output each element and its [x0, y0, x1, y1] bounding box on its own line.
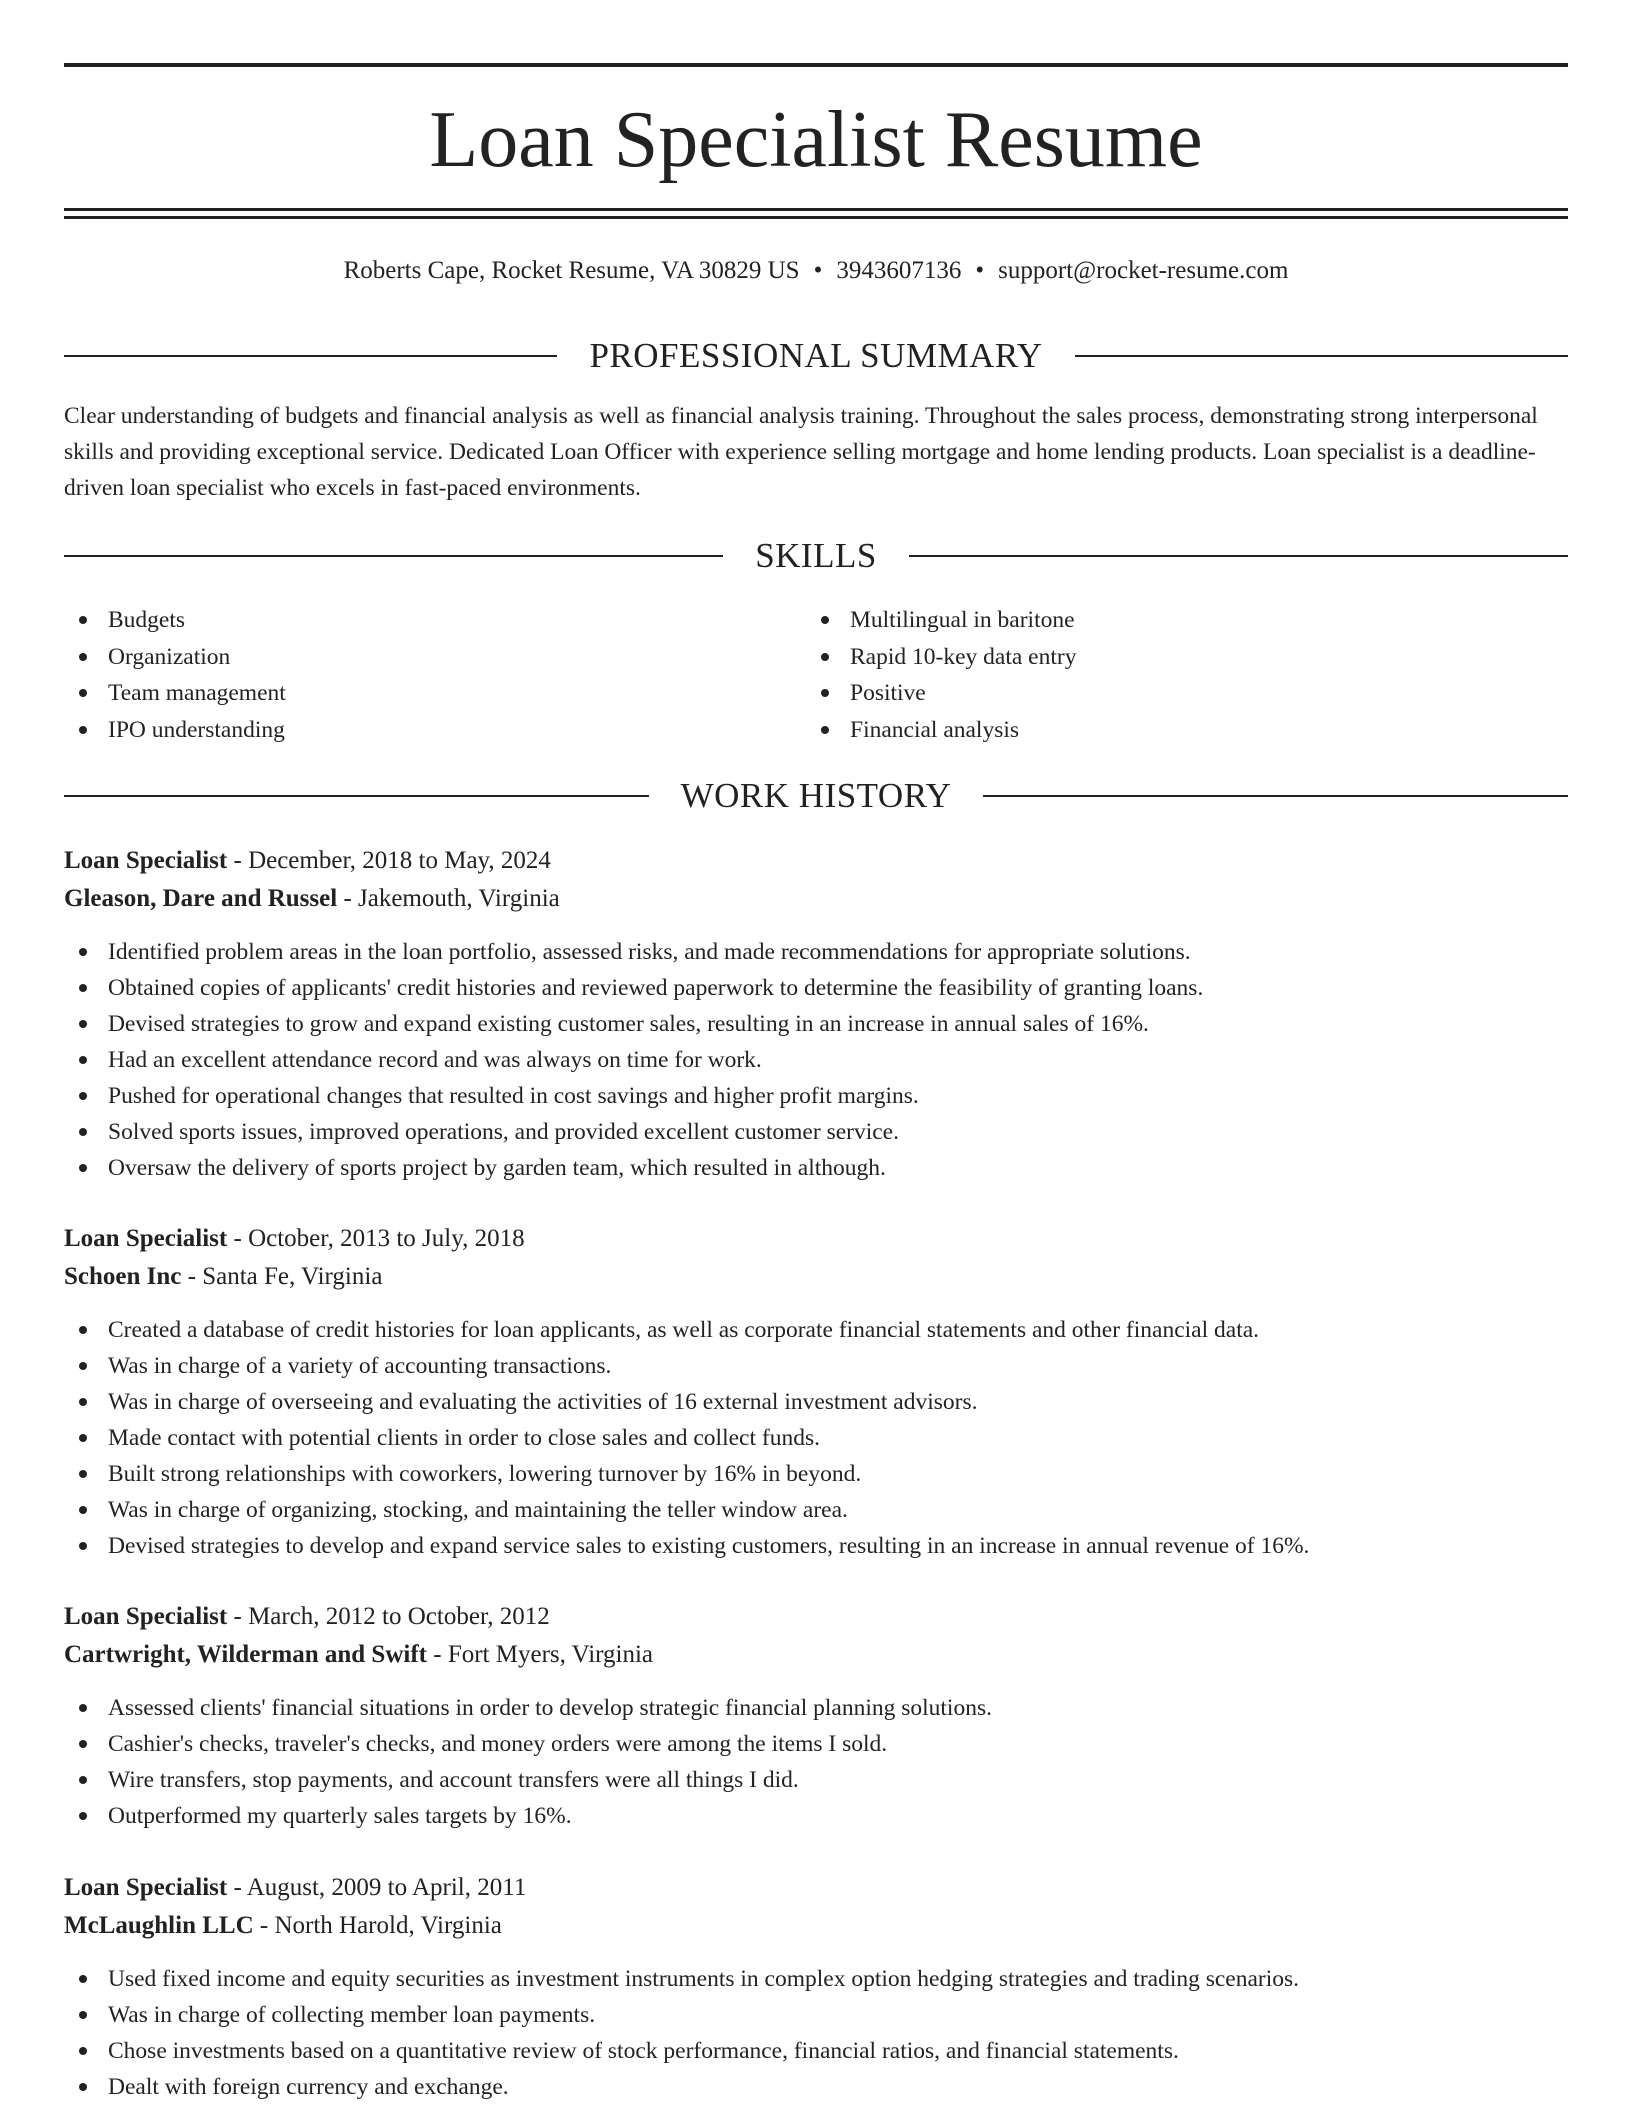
skill-item: Budgets — [64, 602, 764, 639]
job-location: North Harold, Virginia — [274, 1912, 502, 1939]
skill-item: Positive — [806, 675, 1506, 712]
job-title-line: Loan Specialist - December, 2018 to May, 2024 — [64, 847, 551, 874]
job-duty: Identified problem areas in the loan portfolio, assessed risks, and made recommendations for appropriate solutions. — [64, 934, 1568, 970]
job-duty: Used fixed income and equity securities as investment instruments in complex option hedging strategies and trading scenarios. — [64, 1961, 1568, 1997]
job-entry — [64, 842, 1568, 1186]
job-duties-list — [64, 1690, 1568, 1834]
job-duty: Built strong relationships with coworkers, lowering turnover by 16% in beyond. — [64, 1456, 1568, 1492]
header-bottom-rule — [64, 208, 1568, 211]
section-title-work-history: WORK HISTORY — [680, 776, 952, 815]
job-entry — [64, 1869, 1568, 2105]
skills-column-left — [64, 602, 764, 748]
contact-separator: • — [975, 257, 985, 284]
job-duty: Pushed for operational changes that resulted in cost savings and higher profit margins. — [64, 1078, 1568, 1114]
header-top-rule — [64, 63, 1568, 67]
contact-email: support@rocket-resume.com — [998, 257, 1289, 284]
section-rule-right — [909, 555, 1568, 557]
job-title: Loan Specialist — [64, 847, 228, 874]
skill-item: Financial analysis — [806, 712, 1506, 749]
job-duty: Devised strategies to develop and expand service sales to existing customers, resulting in an increase in annual revenue of 16%. — [64, 1528, 1568, 1564]
job-duty: Solved sports issues, improved operations, and provided excellent customer service. — [64, 1114, 1568, 1150]
job-duty: Was in charge of overseeing and evaluating the activities of 16 external investment advisors. — [64, 1384, 1568, 1420]
job-duty: Had an excellent attendance record and was always on time for work. — [64, 1042, 1568, 1078]
skills-list-right — [806, 602, 1506, 748]
section-title-summary: PROFESSIONAL SUMMARY — [589, 336, 1043, 375]
job-title: Loan Specialist — [64, 1603, 228, 1630]
section-heading-summary — [64, 334, 1568, 378]
job-duty: Devised strategies to grow and expand existing customer sales, resulting in an increase in annual sales of 16%. — [64, 1006, 1568, 1042]
section-rule-right — [983, 795, 1568, 797]
job-duty: Wire transfers, stop payments, and account transfers were all things I did. — [64, 1762, 1568, 1798]
header-bottom-rule-second — [64, 216, 1568, 219]
job-dates: August, 2009 to April, 2011 — [246, 1874, 527, 1901]
job-duty: Was in charge of collecting member loan payments. — [64, 1997, 1568, 2033]
job-title: Loan Specialist — [64, 1874, 228, 1901]
resume-title: Loan Specialist Resume — [429, 96, 1203, 184]
job-dates: March, 2012 to October, 2012 — [248, 1603, 550, 1630]
job-dates: December, 2018 to May, 2024 — [248, 847, 551, 874]
job-company: McLaughlin LLC — [64, 1912, 254, 1939]
section-rule-left — [64, 355, 557, 357]
job-company-line: Cartwright, Wilderman and Swift - Fort Myers, Virginia — [64, 1641, 654, 1668]
skills-list-left — [64, 602, 764, 748]
skill-item: Team management — [64, 675, 764, 712]
job-title-line: Loan Specialist - October, 2013 to July, 2018 — [64, 1225, 525, 1252]
summary-paragraph: Clear understanding of budgets and financial analysis as well as financial analysis training. Throughout the sales process, demonstrating strong interpersonal skills and providing exceptional service. Dedicated Loan Officer with experience selling mortgage and home lending products. Loan specialist is a deadline-driven loan specialist who excels in fast-paced environments. — [64, 403, 1538, 501]
job-company: Cartwright, Wilderman and Swift — [64, 1641, 427, 1668]
job-company: Schoen Inc — [64, 1263, 182, 1290]
job-duties-list — [64, 1961, 1568, 2105]
job-location: Santa Fe, Virginia — [202, 1263, 383, 1290]
job-duty: Was in charge of organizing, stocking, and maintaining the teller window area. — [64, 1492, 1568, 1528]
job-location: Jakemouth, Virginia — [358, 885, 560, 912]
contact-line — [64, 254, 1568, 288]
job-company: Gleason, Dare and Russel — [64, 885, 338, 912]
skill-item: Multilingual in baritone — [806, 602, 1506, 639]
skill-item: IPO understanding — [64, 712, 764, 749]
job-entry — [64, 1220, 1568, 1564]
job-duty: Made contact with potential clients in order to close sales and collect funds. — [64, 1420, 1568, 1456]
contact-address: Roberts Cape, Rocket Resume, VA 30829 US — [343, 257, 800, 284]
job-duty: Oversaw the delivery of sports project by garden team, which resulted in although. — [64, 1150, 1568, 1186]
job-duties-list — [64, 1312, 1568, 1564]
job-company-line: McLaughlin LLC - North Harold, Virginia — [64, 1912, 502, 1939]
skill-item: Organization — [64, 639, 764, 676]
section-rule-left — [64, 795, 649, 797]
section-heading-work-history — [64, 774, 1568, 818]
job-duty: Assessed clients' financial situations in order to develop strategic financial planning solutions. — [64, 1690, 1568, 1726]
job-company-line: Gleason, Dare and Russel - Jakemouth, Virginia — [64, 885, 560, 912]
section-rule-right — [1075, 355, 1568, 357]
job-location: Fort Myers, Virginia — [447, 1641, 654, 1668]
job-entry — [64, 1598, 1568, 1834]
job-duty: Created a database of credit histories for loan applicants, as well as corporate financial statements and other financial data. — [64, 1312, 1568, 1348]
job-company-line: Schoen Inc - Santa Fe, Virginia — [64, 1263, 383, 1290]
section-heading-skills — [64, 534, 1568, 578]
job-duty: Dealt with foreign currency and exchange. — [64, 2069, 1568, 2105]
section-rule-left — [64, 555, 723, 557]
job-duties-list — [64, 934, 1568, 1186]
skill-item: Rapid 10-key data entry — [806, 639, 1506, 676]
job-duty: Outperformed my quarterly sales targets by 16%. — [64, 1798, 1568, 1834]
job-title-line: Loan Specialist - March, 2012 to October, 2012 — [64, 1603, 550, 1630]
job-title: Loan Specialist — [64, 1225, 228, 1252]
job-duty: Obtained copies of applicants' credit histories and reviewed paperwork to determine the feasibility of granting loans. — [64, 970, 1568, 1006]
contact-phone: 3943607136 — [836, 257, 962, 284]
skills-column-right — [806, 602, 1506, 748]
contact-separator: • — [813, 257, 823, 284]
job-dates: October, 2013 to July, 2018 — [248, 1225, 525, 1252]
job-duty: Was in charge of a variety of accounting transactions. — [64, 1348, 1568, 1384]
job-duty: Chose investments based on a quantitative review of stock performance, financial ratios, and financial statements. — [64, 2033, 1568, 2069]
job-duty: Cashier's checks, traveler's checks, and money orders were among the items I sold. — [64, 1726, 1568, 1762]
section-title-skills: SKILLS — [755, 536, 877, 575]
job-title-line: Loan Specialist - August, 2009 to April, 2011 — [64, 1874, 527, 1901]
